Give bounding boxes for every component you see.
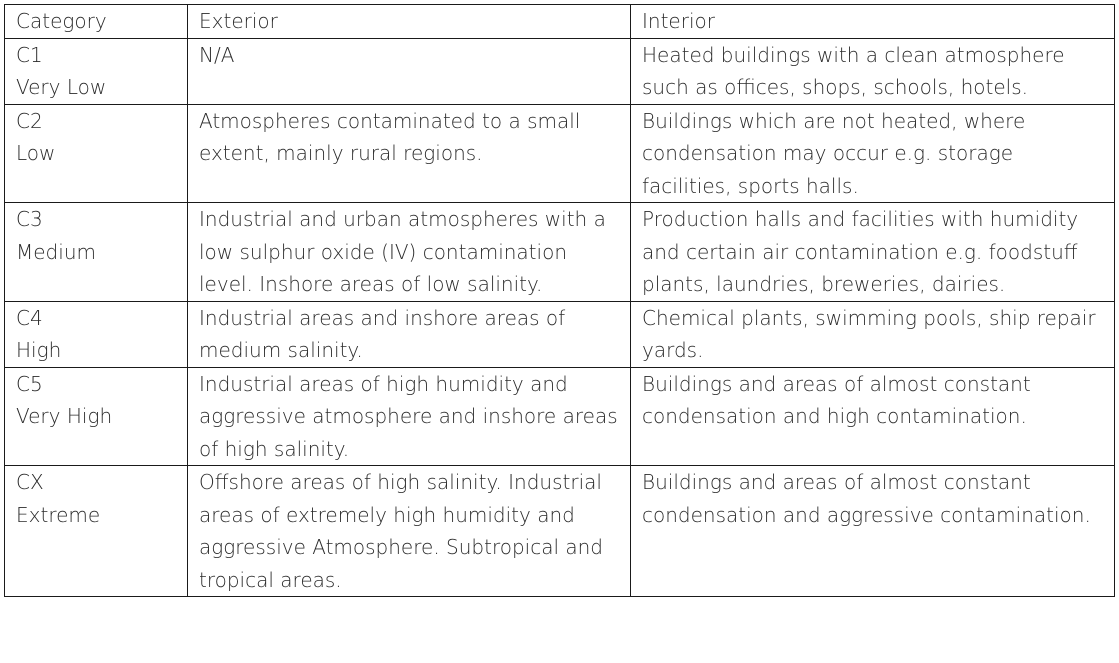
table-row [5, 301, 1115, 367]
table-row [5, 203, 1115, 302]
category-code: C1 [16, 42, 43, 67]
header-exterior: Exterior [188, 5, 631, 39]
table-row [5, 367, 1115, 466]
exterior-cell: Atmospheres contaminated to a small extent, mainly rural regions. [188, 104, 631, 203]
table-row [5, 104, 1115, 203]
category-level: High [16, 338, 62, 362]
interior-cell: Production halls and facilities with humidity and certain air contamination e.g. foodstuff plants, laundries, breweries, dairies. [631, 203, 1115, 302]
table-row [5, 38, 1115, 104]
interior-cell: Buildings which are not heated, where condensation may occur e.g. storage facilities, sports halls. [631, 104, 1115, 203]
corrosivity-category-table [4, 4, 1115, 597]
category-cell [5, 38, 188, 104]
interior-cell: Heated buildings with a clean atmosphere such as offices, shops, schools, hotels. [631, 38, 1115, 104]
header-interior: Interior [631, 5, 1115, 39]
header-category: Category [5, 5, 188, 39]
category-code: C4 [16, 305, 43, 330]
category-cell [5, 367, 188, 466]
category-cell [5, 301, 188, 367]
category-code: CX [16, 470, 44, 494]
category-level: Very Low [16, 75, 107, 99]
exterior-cell: Industrial areas and inshore areas of medium salinity. [188, 301, 631, 367]
category-code: C5 [16, 371, 43, 396]
category-cell [5, 104, 188, 203]
exterior-cell: Industrial and urban atmospheres with a low sulphur oxide (IV) contamination level. Inshore areas of low salinity. [188, 203, 631, 302]
exterior-cell: Offshore areas of high salinity. Industrial areas of extremely high humidity and aggressive Atmosphere. Subtropical and tropical areas. [188, 466, 631, 597]
interior-cell: Buildings and areas of almost constant condensation and aggressive contamination. [631, 466, 1115, 597]
category-code: C2 [16, 108, 43, 133]
interior-cell: Buildings and areas of almost constant condensation and high contamination. [631, 367, 1115, 466]
category-level: Very High [16, 404, 113, 428]
exterior-cell: N/A [188, 38, 631, 104]
category-level: Low [16, 141, 56, 165]
exterior-cell: Industrial areas of high humidity and aggressive atmosphere and inshore areas of high salinity. [188, 367, 631, 466]
interior-cell: Chemical plants, swimming pools, ship repair yards. [631, 301, 1115, 367]
category-code: C3 [16, 207, 43, 231]
category-cell [5, 203, 188, 302]
category-level: Medium [16, 239, 96, 264]
table-row [5, 466, 1115, 597]
category-level: Extreme [16, 502, 101, 527]
table-header-row [5, 5, 1115, 39]
category-cell [5, 466, 188, 597]
